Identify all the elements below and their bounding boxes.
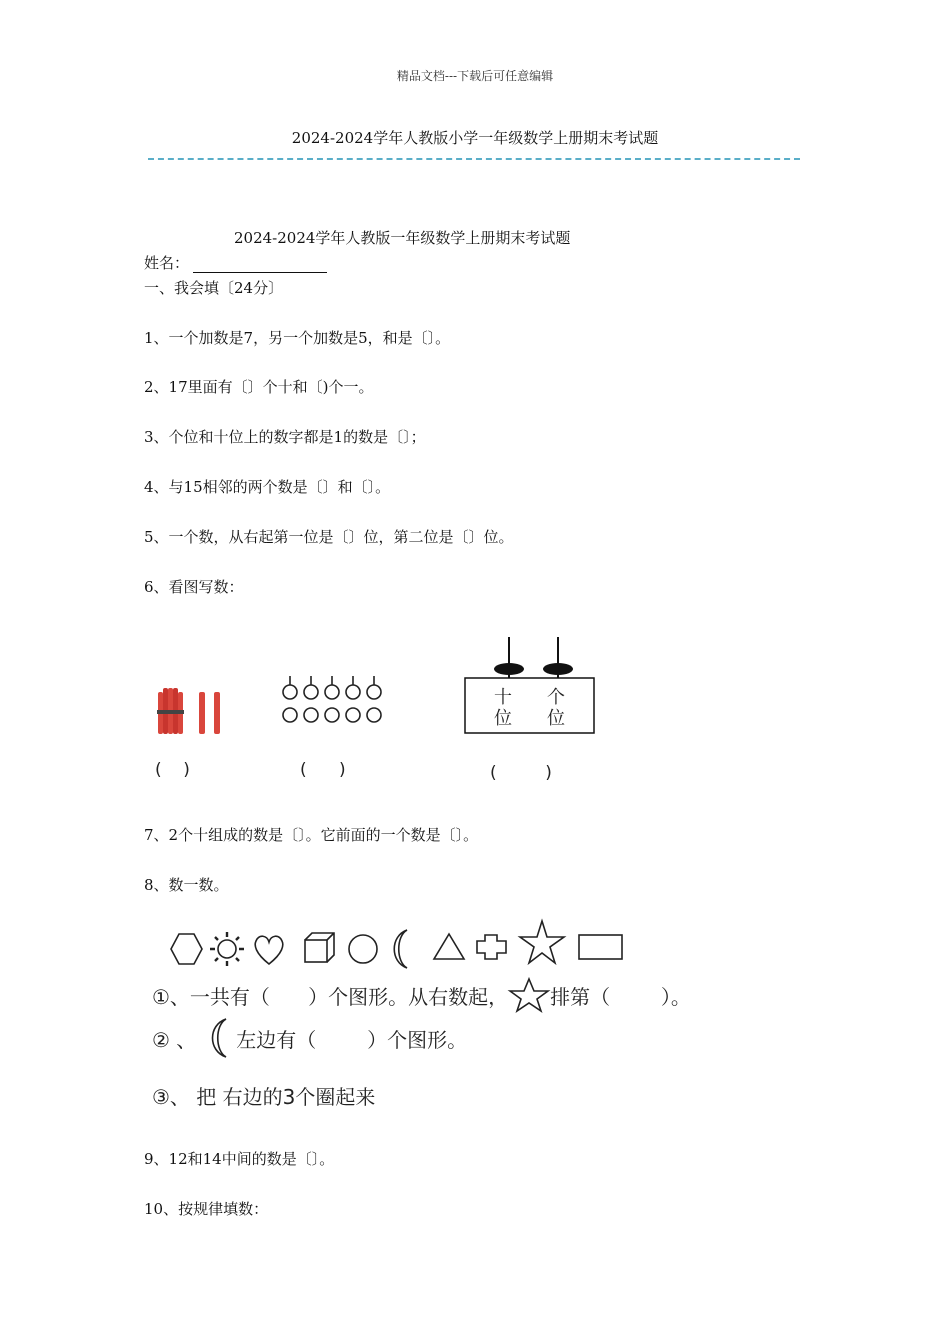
question-8-position-text: 排第（ ）。 bbox=[550, 984, 691, 1009]
moon-icon bbox=[196, 1016, 236, 1060]
document-title: 2024-2024学年人教版小学一年级数学上册期末考试题 bbox=[291, 129, 659, 147]
circle-icon bbox=[349, 935, 377, 963]
figure-6-drawings bbox=[150, 632, 610, 742]
exam-subtitle: 2024-2024学年人教版一年级数学上册期末考试题 bbox=[234, 229, 571, 247]
abacus-tens-label: 十 bbox=[494, 687, 512, 708]
question-8: 8、数一数。 bbox=[144, 876, 229, 894]
question-8-line-3: ③、 把 右边的3个圈起来 bbox=[152, 1085, 376, 1109]
question-1: 1、一个加数是7，另一个加数是5，和是〔〕。 bbox=[144, 329, 451, 347]
stick-bundle-icon bbox=[157, 688, 184, 734]
heart-icon bbox=[255, 936, 283, 964]
triangle-icon bbox=[434, 934, 464, 959]
sun-icon bbox=[210, 932, 244, 966]
rectangle-icon bbox=[579, 935, 622, 959]
name-blank-line bbox=[193, 256, 327, 273]
abacus-ones-label-2: 位 bbox=[547, 708, 565, 729]
name-row bbox=[144, 252, 327, 273]
rings-icon bbox=[283, 676, 381, 722]
abacus-tens-label-2: 位 bbox=[494, 708, 512, 729]
name-label: 姓名： bbox=[144, 254, 190, 272]
header-note: 精品文档---下载后可任意编辑 bbox=[396, 69, 554, 83]
dashed-divider bbox=[148, 158, 800, 160]
hexagon-icon bbox=[171, 934, 202, 964]
abacus-icon bbox=[465, 637, 594, 733]
answer-blank-1[interactable]: ( ) bbox=[155, 760, 190, 780]
question-6: 6、看图写数： bbox=[144, 578, 244, 596]
question-8-left-count-text: 左边有（ ）个图形。 bbox=[236, 1027, 468, 1052]
answer-blank-3[interactable]: ( ) bbox=[490, 763, 552, 783]
cube-icon bbox=[305, 933, 334, 962]
single-stick-icon bbox=[199, 692, 220, 734]
question-2: 2、17里面有〔〕个十和〔)个一。 bbox=[144, 378, 374, 396]
abacus-ones-label: 个 bbox=[547, 687, 565, 708]
question-8-line-1 bbox=[152, 978, 691, 1012]
question-4: 4、与15相邻的两个数是〔〕和〔〕。 bbox=[144, 478, 391, 496]
question-10: 10、按规律填数： bbox=[144, 1200, 269, 1218]
star-icon bbox=[508, 978, 550, 1012]
question-7: 7、2个十组成的数是〔〕。它前面的一个数是〔〕。 bbox=[144, 826, 479, 844]
shapes-row bbox=[160, 918, 630, 973]
cross-icon bbox=[477, 935, 506, 959]
section-heading: 一、我会填〔24分〕 bbox=[144, 279, 284, 297]
moon-icon bbox=[394, 930, 407, 968]
star-icon bbox=[520, 921, 564, 963]
question-5: 5、一个数，从右起第一位是〔〕位，第二位是〔〕位。 bbox=[144, 528, 514, 546]
question-8-line-2 bbox=[152, 1016, 467, 1060]
question-9: 9、12和14中间的数是〔〕。 bbox=[144, 1150, 335, 1168]
answer-blank-2[interactable]: ( ) bbox=[300, 760, 346, 780]
question-3: 3、个位和十位上的数字都是1的数是〔〕； bbox=[144, 428, 426, 446]
question-8-item-2-label: ② 、 bbox=[152, 1027, 197, 1052]
question-8-count-text: ①、一共有（ ）个图形。从右数起， bbox=[152, 984, 509, 1009]
